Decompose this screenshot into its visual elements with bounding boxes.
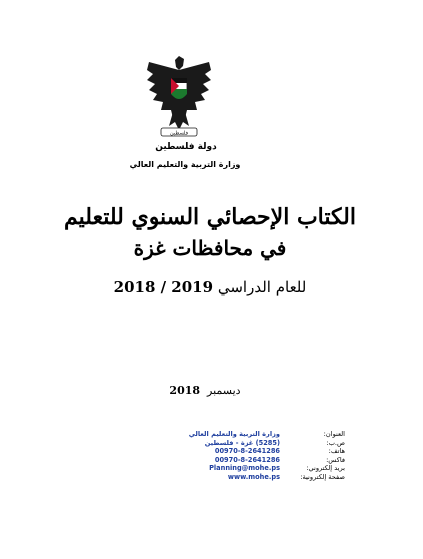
contact-labels [285,430,345,482]
contact-value-address: وزارة التربية والتعليم العالي [188,430,280,438]
academic-year-value: 2018 / 2019 [113,278,214,296]
contact-label-pobox: ص.ب: [326,438,345,447]
contact-label-website: صفحة إلكترونية: [300,472,345,481]
palestine-eagle-emblem-icon [143,56,215,140]
contact-label-phone: هاتف: [328,447,345,456]
emblem-caption: فلسطين [170,130,188,137]
ministry-name: وزارة التربية والتعليم العالي [129,160,241,169]
contact-value-email[interactable]: Planning@mohe.ps [209,464,280,473]
contact-label-fax: فاكس: [326,455,345,464]
academic-year-prefix: للعام الدراسي [217,278,307,296]
contact-value-website[interactable]: www.mohe.ps [227,472,280,481]
contact-values [180,430,280,482]
main-title-line-2: في محافظات غزة [133,236,287,260]
contact-value-pobox: (5285) غزة - فلسطين [204,438,280,447]
contact-label-address: العنوان: [323,430,345,438]
publication-date [150,384,260,397]
contact-label-email: بريد إلكتروني: [306,464,345,473]
publication-month: ديسمبر [207,384,241,397]
contact-value-phone: 00970-8-2641286 [214,447,280,456]
main-title-line-1: الكتاب الإحصائي السنوي للتعليم [64,204,356,230]
state-name: دولة فلسطين [155,142,217,152]
academic-year-line [90,278,330,296]
publication-year: 2018 [169,384,201,397]
contact-value-fax: 00970-8-2641286 [214,455,280,464]
